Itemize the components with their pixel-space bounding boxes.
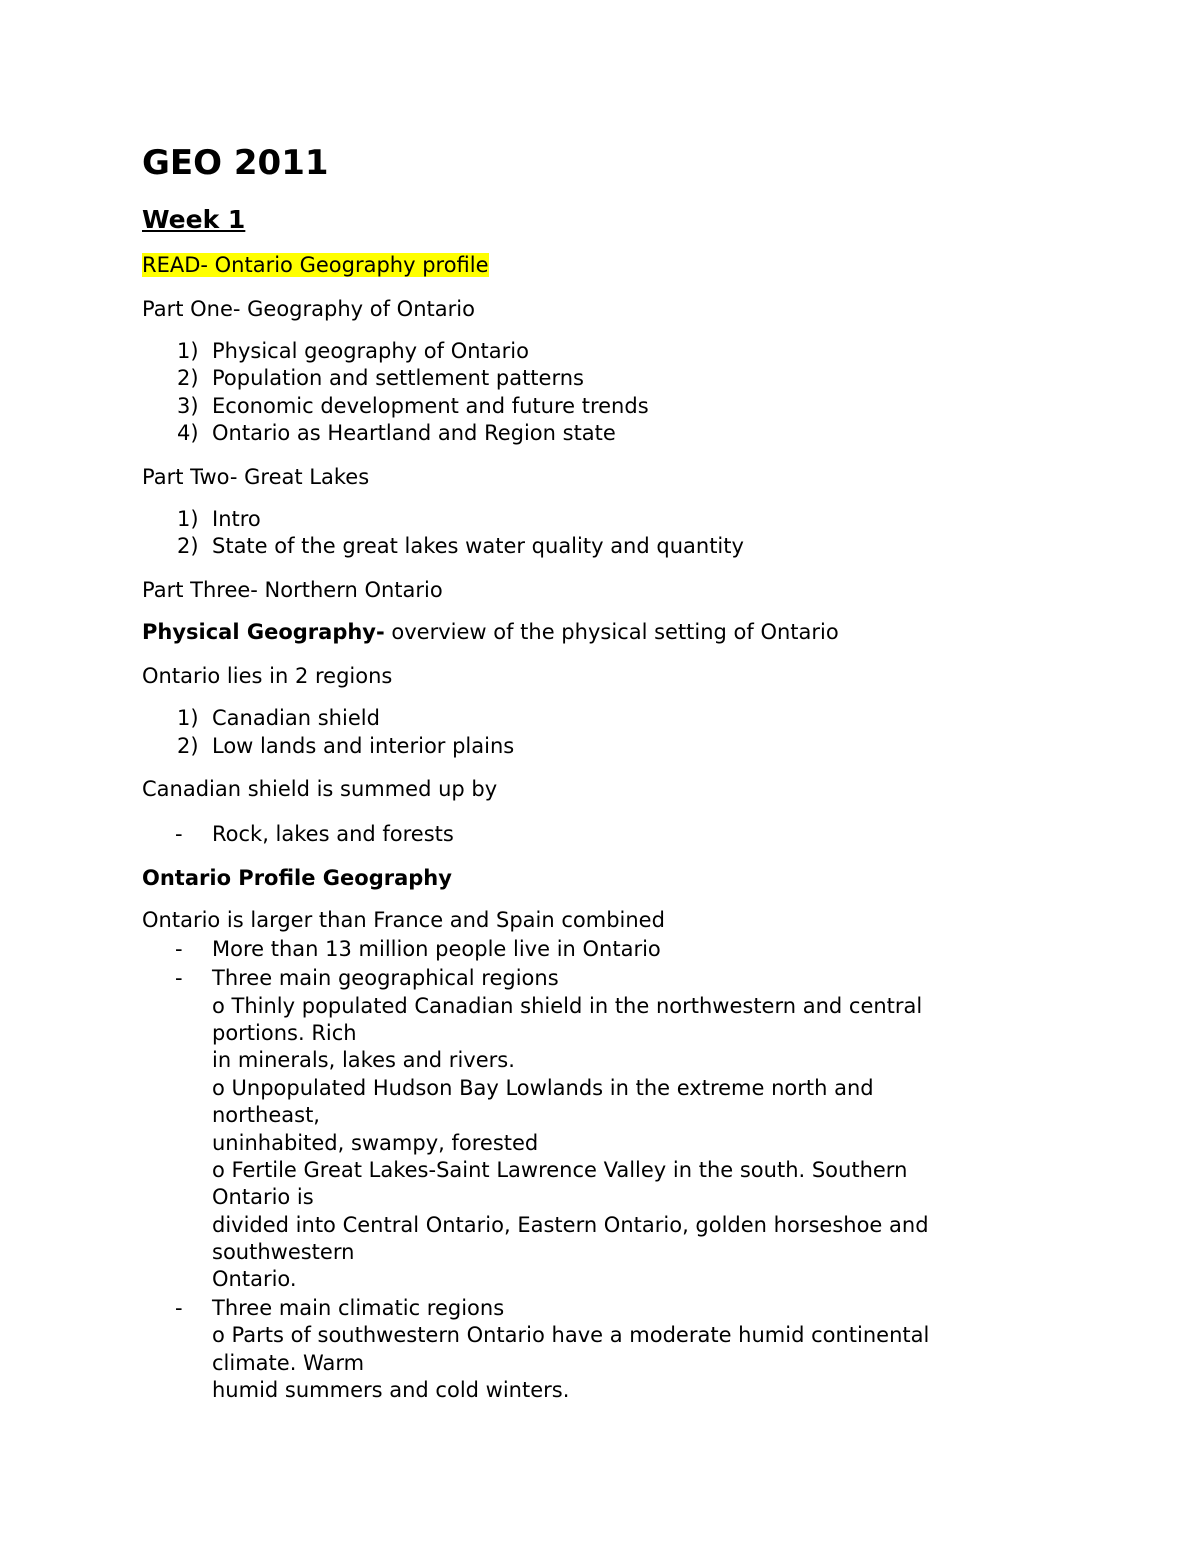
sub-line-text: Ontario is (212, 1185, 314, 1209)
sub-line-text: portions. Rich (212, 1021, 357, 1045)
sub-line-text: Ontario. (212, 1267, 297, 1291)
sub-line-text: uninhabited, swampy, forested (212, 1131, 539, 1155)
sub-line-text: divided into Central Ontario, Eastern Ontario, golden horseshoe and (212, 1213, 929, 1237)
list-item-text: Economic development and future trends (212, 394, 649, 418)
read-note-highlight: READ- Ontario Geography profile (142, 253, 489, 277)
regions-intro: Ontario lies in 2 regions (142, 664, 393, 688)
list-item-text: Physical geography of Ontario (212, 339, 529, 363)
document-title: GEO 2011 (142, 143, 329, 183)
bullet-text: More than 13 million people live in Ontario (212, 937, 661, 961)
list-item-text: Canadian shield (212, 706, 380, 730)
week-heading: Week 1 (142, 205, 246, 234)
bullet-dash: - (175, 966, 183, 990)
list-item-text: Intro (212, 507, 261, 531)
bullet-dash: - (175, 822, 183, 846)
list-number: 1) (177, 706, 199, 730)
sub-line-text: northeast, (212, 1103, 320, 1127)
physical-geography-text: overview of the physical setting of Ontario (384, 620, 839, 644)
part-two-heading: Part Two- Great Lakes (142, 465, 370, 489)
part-three-heading: Part Three- Northern Ontario (142, 578, 443, 602)
sub-line-text: climate. Warm (212, 1351, 365, 1375)
list-number: 1) (177, 339, 199, 363)
sub-line-text: o Thinly populated Canadian shield in the northwestern and central (212, 994, 923, 1018)
bullet-dash: - (175, 937, 183, 961)
sub-line-text: humid summers and cold winters. (212, 1378, 570, 1402)
list-item-text: Population and settlement patterns (212, 366, 584, 390)
profile-heading: Ontario Profile Geography (142, 866, 452, 890)
bullet-dash: - (175, 1296, 183, 1320)
list-item-text: Ontario as Heartland and Region state (212, 421, 616, 445)
list-item-text: State of the great lakes water quality and quantity (212, 534, 744, 558)
bullet-text: Three main geographical regions (212, 966, 559, 990)
list-number: 2) (177, 366, 199, 390)
sub-line-text: o Unpopulated Hudson Bay Lowlands in the extreme north and (212, 1076, 874, 1100)
sub-line-text: southwestern (212, 1240, 355, 1264)
list-number: 2) (177, 734, 199, 758)
list-item-text: Low lands and interior plains (212, 734, 515, 758)
physical-geography-line (142, 619, 839, 646)
shield-intro: Canadian shield is summed up by (142, 777, 498, 801)
bullet-text: Three main climatic regions (212, 1296, 505, 1320)
sub-line-text: o Parts of southwestern Ontario have a moderate humid continental (212, 1323, 930, 1347)
physical-geography-label: Physical Geography- (142, 620, 385, 644)
sub-line-text: in minerals, lakes and rivers. (212, 1048, 515, 1072)
list-number: 3) (177, 394, 199, 418)
list-number: 1) (177, 507, 199, 531)
read-note (142, 252, 489, 279)
sub-line-text: o Fertile Great Lakes-Saint Lawrence Valley in the south. Southern (212, 1158, 908, 1182)
profile-intro: Ontario is larger than France and Spain combined (142, 908, 665, 932)
list-number: 4) (177, 421, 199, 445)
part-one-heading: Part One- Geography of Ontario (142, 297, 475, 321)
list-number: 2) (177, 534, 199, 558)
bullet-text: Rock, lakes and forests (212, 822, 454, 846)
